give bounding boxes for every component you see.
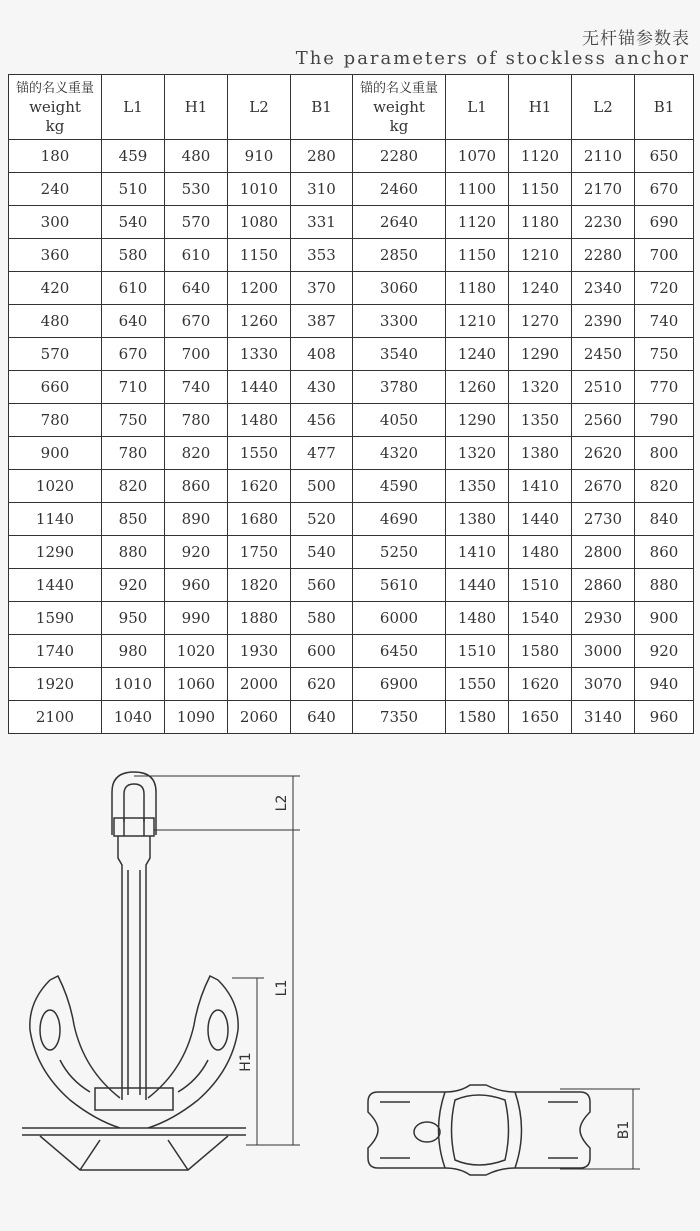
table-cell: 1820 (228, 569, 291, 602)
table-cell: 910 (228, 140, 291, 173)
table-cell: 1240 (509, 272, 572, 305)
table-cell: 2450 (572, 338, 635, 371)
table-cell: 3140 (572, 701, 635, 734)
table-cell: 1200 (228, 272, 291, 305)
table-cell: 880 (102, 536, 165, 569)
table-cell: 620 (291, 668, 353, 701)
table-cell: 1880 (228, 602, 291, 635)
table-cell: 2390 (572, 305, 635, 338)
table-cell: 700 (165, 338, 228, 371)
table-cell: 180 (9, 140, 102, 173)
header-l2-right: L2 (572, 75, 635, 140)
table-cell: 7350 (353, 701, 446, 734)
table-cell: 370 (291, 272, 353, 305)
table-cell: 1330 (228, 338, 291, 371)
table-cell: 2800 (572, 536, 635, 569)
table-cell: 6900 (353, 668, 446, 701)
table-cell: 1320 (509, 371, 572, 404)
table-cell: 4050 (353, 404, 446, 437)
table-cell: 720 (635, 272, 694, 305)
table-cell: 570 (165, 206, 228, 239)
table-cell: 1540 (509, 602, 572, 635)
table-cell: 1480 (228, 404, 291, 437)
table-cell: 1620 (228, 470, 291, 503)
table-cell: 430 (291, 371, 353, 404)
table-cell: 1180 (509, 206, 572, 239)
table-cell: 1150 (228, 239, 291, 272)
top-view-outline (368, 1085, 590, 1175)
table-cell: 1260 (228, 305, 291, 338)
table-cell: 240 (9, 173, 102, 206)
table-cell: 560 (291, 569, 353, 602)
table-cell: 300 (9, 206, 102, 239)
table-cell: 990 (165, 602, 228, 635)
table-cell: 900 (635, 602, 694, 635)
table-cell: 780 (165, 404, 228, 437)
table-cell: 408 (291, 338, 353, 371)
anchor-drawing (0, 740, 700, 1210)
table-cell: 2280 (353, 140, 446, 173)
table-cell: 3780 (353, 371, 446, 404)
table-cell: 1290 (509, 338, 572, 371)
table-cell: 310 (291, 173, 353, 206)
table-cell: 2510 (572, 371, 635, 404)
table-cell: 850 (102, 503, 165, 536)
table-cell: 1740 (9, 635, 102, 668)
table-cell: 1680 (228, 503, 291, 536)
table-cell: 1380 (509, 437, 572, 470)
label-h1: H1 (238, 1052, 254, 1072)
label-l1: L1 (274, 979, 290, 997)
table-cell: 360 (9, 239, 102, 272)
table-row (9, 371, 694, 404)
table-cell: 1350 (446, 470, 509, 503)
table-cell: 477 (291, 437, 353, 470)
table-cell: 860 (165, 470, 228, 503)
table-cell: 640 (102, 305, 165, 338)
table-cell: 1120 (446, 206, 509, 239)
table-cell: 1210 (509, 239, 572, 272)
table-cell: 520 (291, 503, 353, 536)
table-cell: 1140 (9, 503, 102, 536)
crown (95, 1088, 173, 1110)
table-cell: 2560 (572, 404, 635, 437)
table-cell: 3540 (353, 338, 446, 371)
table-cell: 610 (165, 239, 228, 272)
table-cell: 980 (102, 635, 165, 668)
table-cell: 5250 (353, 536, 446, 569)
table-row (9, 602, 694, 635)
table-cell: 480 (9, 305, 102, 338)
table-cell: 580 (291, 602, 353, 635)
table-cell: 3000 (572, 635, 635, 668)
table-cell: 3060 (353, 272, 446, 305)
table-cell: 2670 (572, 470, 635, 503)
table-cell: 6000 (353, 602, 446, 635)
table-row (9, 503, 694, 536)
table-cell: 480 (165, 140, 228, 173)
table-cell: 530 (165, 173, 228, 206)
table-cell: 880 (635, 569, 694, 602)
table-cell: 1380 (446, 503, 509, 536)
table-cell: 740 (635, 305, 694, 338)
table-cell: 2340 (572, 272, 635, 305)
table-cell: 1290 (9, 536, 102, 569)
table-cell: 1040 (102, 701, 165, 734)
header-h1-right: H1 (509, 75, 572, 140)
table-cell: 1270 (509, 305, 572, 338)
table-cell: 1240 (446, 338, 509, 371)
table-cell: 740 (165, 371, 228, 404)
header-weight-left (9, 75, 102, 140)
table-cell: 640 (291, 701, 353, 734)
table-row (9, 470, 694, 503)
anchor-top-view (368, 1085, 590, 1175)
table-row (9, 206, 694, 239)
table-cell: 580 (102, 239, 165, 272)
table-cell: 1620 (509, 668, 572, 701)
table-cell: 820 (165, 437, 228, 470)
table-cell: 1440 (446, 569, 509, 602)
table-cell: 456 (291, 404, 353, 437)
table-cell: 1020 (165, 635, 228, 668)
table-row (9, 437, 694, 470)
table-cell: 1440 (9, 569, 102, 602)
table-row (9, 239, 694, 272)
header-weight-cn: 锚的名义重量 (359, 80, 438, 96)
table-body (9, 140, 694, 734)
table-cell: 2000 (228, 668, 291, 701)
table-cell: 1260 (446, 371, 509, 404)
table-cell: 1070 (446, 140, 509, 173)
crown-bottom (40, 1136, 228, 1170)
table-cell: 1550 (446, 668, 509, 701)
table-cell: 5610 (353, 569, 446, 602)
table-cell: 1590 (9, 602, 102, 635)
table-cell: 690 (635, 206, 694, 239)
table-cell: 890 (165, 503, 228, 536)
table-cell: 1920 (9, 668, 102, 701)
table-cell: 670 (165, 305, 228, 338)
table-cell: 1180 (446, 272, 509, 305)
table-cell: 1020 (9, 470, 102, 503)
table-cell: 640 (165, 272, 228, 305)
table-cell: 600 (291, 635, 353, 668)
table-cell: 4690 (353, 503, 446, 536)
table-cell: 770 (635, 371, 694, 404)
table-row (9, 668, 694, 701)
table-cell: 1210 (446, 305, 509, 338)
table-cell: 540 (102, 206, 165, 239)
table-cell: 820 (102, 470, 165, 503)
table-cell: 1100 (446, 173, 509, 206)
table-cell: 1550 (228, 437, 291, 470)
shank (118, 836, 150, 1100)
header-weight-unit: kg (389, 116, 409, 135)
header-l1-right: L1 (446, 75, 509, 140)
shackle-inner (124, 784, 144, 822)
dimension-lines (134, 776, 640, 1169)
table-cell: 1350 (509, 404, 572, 437)
shackle-outer (112, 772, 156, 835)
table-cell: 780 (102, 437, 165, 470)
table-cell: 1930 (228, 635, 291, 668)
table-row (9, 635, 694, 668)
table-cell: 2460 (353, 173, 446, 206)
table-cell: 840 (635, 503, 694, 536)
left-fluke (30, 976, 120, 1128)
table-cell: 1010 (102, 668, 165, 701)
table-cell: 2640 (353, 206, 446, 239)
table-cell: 670 (635, 173, 694, 206)
table-cell: 1060 (165, 668, 228, 701)
table-cell: 500 (291, 470, 353, 503)
table-cell: 4320 (353, 437, 446, 470)
table-cell: 2110 (572, 140, 635, 173)
table-cell: 950 (102, 602, 165, 635)
table-cell: 670 (102, 338, 165, 371)
table-cell: 387 (291, 305, 353, 338)
table-cell: 540 (291, 536, 353, 569)
table-cell: 3070 (572, 668, 635, 701)
table-cell: 459 (102, 140, 165, 173)
table-cell: 2170 (572, 173, 635, 206)
table-cell: 1090 (165, 701, 228, 734)
table-cell: 6450 (353, 635, 446, 668)
table-cell: 3300 (353, 305, 446, 338)
table-cell: 2930 (572, 602, 635, 635)
table-cell: 710 (102, 371, 165, 404)
table-row (9, 338, 694, 371)
table-cell: 2850 (353, 239, 446, 272)
table-cell: 2730 (572, 503, 635, 536)
anchor-side-view (22, 772, 246, 1170)
table-cell: 610 (102, 272, 165, 305)
title-en: The parameters of stockless anchor (295, 48, 690, 69)
table-cell: 1150 (446, 239, 509, 272)
table-cell: 331 (291, 206, 353, 239)
table-cell: 920 (165, 536, 228, 569)
label-l2: L2 (274, 794, 290, 812)
table-cell: 790 (635, 404, 694, 437)
table-cell: 1580 (446, 701, 509, 734)
table-cell: 1510 (446, 635, 509, 668)
table-cell: 1580 (509, 635, 572, 668)
table-cell: 960 (635, 701, 694, 734)
table-cell: 1290 (446, 404, 509, 437)
table-row (9, 305, 694, 338)
table-row (9, 173, 694, 206)
table-cell: 1410 (509, 470, 572, 503)
table-cell: 920 (102, 569, 165, 602)
table-row (9, 536, 694, 569)
table-cell: 750 (635, 338, 694, 371)
table-cell: 750 (102, 404, 165, 437)
table-cell: 1480 (446, 602, 509, 635)
header-weight-unit: kg (45, 116, 65, 135)
left-fluke-hole (40, 1010, 60, 1050)
table-cell: 2100 (9, 701, 102, 734)
table-cell: 4590 (353, 470, 446, 503)
table-cell: 2620 (572, 437, 635, 470)
table-cell: 570 (9, 338, 102, 371)
table-cell: 920 (635, 635, 694, 668)
table-cell: 1410 (446, 536, 509, 569)
table-cell: 2280 (572, 239, 635, 272)
table-cell: 820 (635, 470, 694, 503)
table-cell: 1010 (228, 173, 291, 206)
header-b1-right: B1 (635, 75, 694, 140)
table-cell: 2060 (228, 701, 291, 734)
top-view-center (452, 1095, 509, 1165)
table-cell: 1150 (509, 173, 572, 206)
table-row (9, 701, 694, 734)
table-cell: 860 (635, 536, 694, 569)
header-weight-en: weight (373, 97, 425, 116)
header-b1-left: B1 (291, 75, 353, 140)
header-weight-en: weight (29, 97, 81, 116)
table-cell: 1480 (509, 536, 572, 569)
header-h1-left: H1 (165, 75, 228, 140)
table-cell: 1120 (509, 140, 572, 173)
table-header-row (9, 75, 694, 140)
header-l2-left: L2 (228, 75, 291, 140)
table-cell: 1080 (228, 206, 291, 239)
table-cell: 960 (165, 569, 228, 602)
right-fluke-hole (208, 1010, 228, 1050)
table-row (9, 272, 694, 305)
table-cell: 700 (635, 239, 694, 272)
table-cell: 2860 (572, 569, 635, 602)
table-cell: 1440 (509, 503, 572, 536)
table-cell: 900 (9, 437, 102, 470)
table-row (9, 569, 694, 602)
parameters-table (8, 74, 694, 734)
title-cn: 无杆锚参数表 (582, 29, 690, 49)
table-cell: 1750 (228, 536, 291, 569)
table-cell: 1320 (446, 437, 509, 470)
table-cell: 940 (635, 668, 694, 701)
table-cell: 780 (9, 404, 102, 437)
table-row (9, 404, 694, 437)
table-cell: 280 (291, 140, 353, 173)
shackle-pin (114, 818, 154, 836)
table-cell: 650 (635, 140, 694, 173)
header-weight-right (353, 75, 446, 140)
table-cell: 2230 (572, 206, 635, 239)
table-cell: 420 (9, 272, 102, 305)
top-view-hole (414, 1122, 440, 1142)
header-weight-cn: 锚的名义重量 (15, 80, 94, 96)
table-row (9, 140, 694, 173)
right-fluke (148, 976, 238, 1128)
table-cell: 800 (635, 437, 694, 470)
table-cell: 353 (291, 239, 353, 272)
table-cell: 1510 (509, 569, 572, 602)
table-cell: 1650 (509, 701, 572, 734)
label-b1: B1 (616, 1120, 632, 1140)
table-cell: 1440 (228, 371, 291, 404)
header-l1-left: L1 (102, 75, 165, 140)
table-cell: 510 (102, 173, 165, 206)
table-cell: 660 (9, 371, 102, 404)
